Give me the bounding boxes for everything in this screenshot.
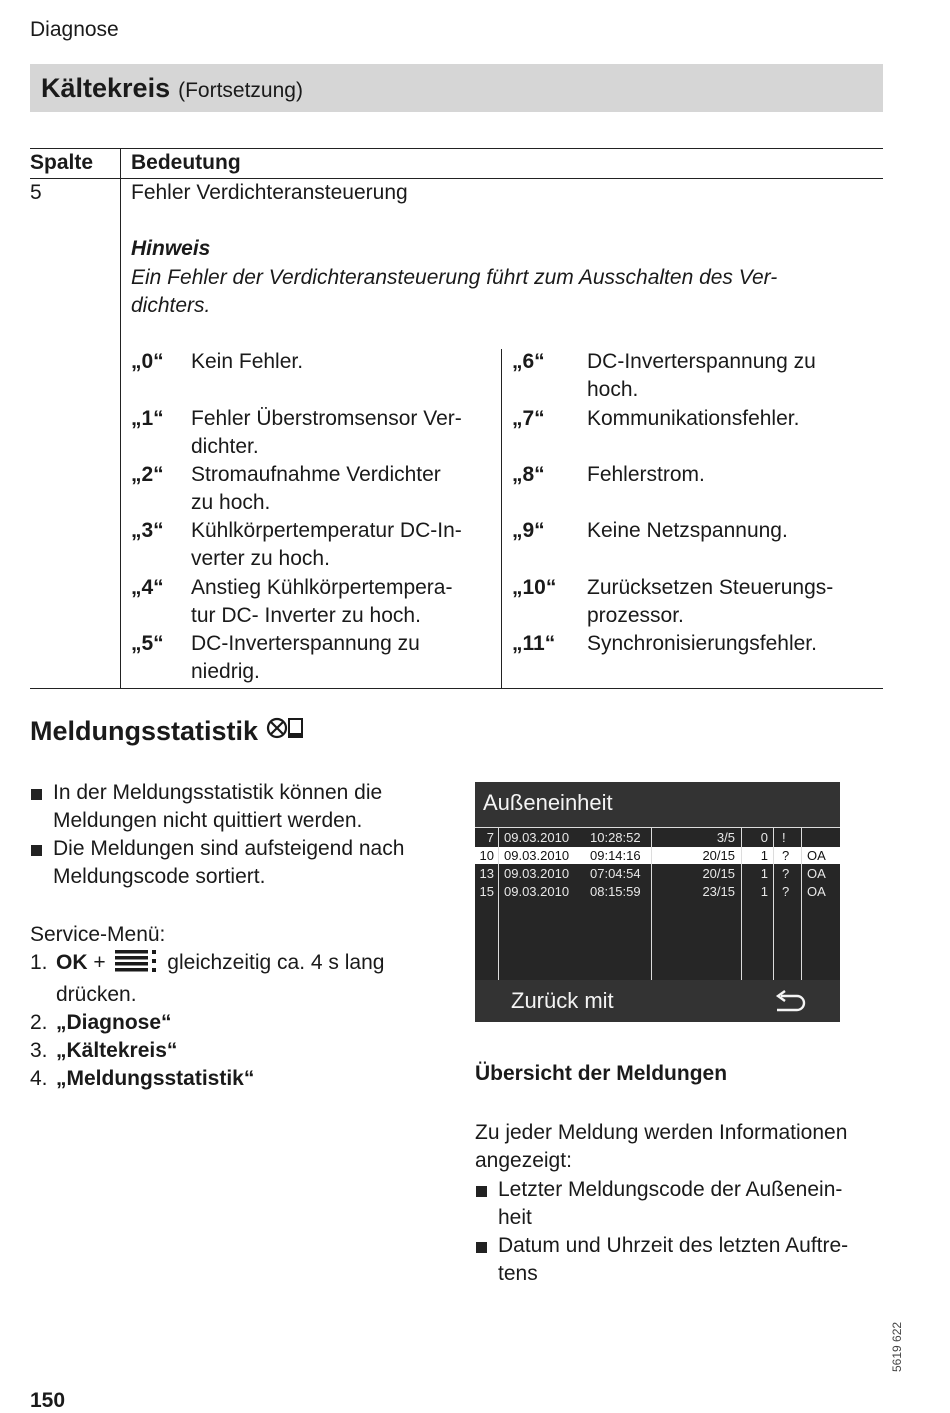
step-item — [30, 1037, 460, 1065]
code-label: „1“ — [131, 407, 164, 430]
step-number: 3. — [30, 1039, 48, 1062]
row-n: 1 — [760, 884, 768, 899]
codes-divider — [501, 349, 502, 689]
code-label: „6“ — [512, 350, 545, 373]
row-count: 20/15 — [702, 848, 735, 863]
section-label: Diagnose — [30, 18, 119, 41]
code-item — [512, 348, 882, 405]
row-flag: ! — [782, 830, 786, 845]
code-label: „7“ — [512, 407, 545, 430]
code-description-cont: zu hoch. — [191, 491, 271, 514]
row-time: 10:28:52 — [590, 830, 641, 845]
note-line-2: dichters. — [131, 294, 211, 317]
code-item — [512, 517, 882, 574]
page-title: Kältekreis — [41, 72, 171, 103]
back-arrow-icon[interactable] — [773, 990, 807, 1019]
bullet-line: Meldungen nicht quittiert werden. — [53, 809, 363, 832]
row-index: 15 — [479, 884, 494, 899]
row-flag: ? — [782, 884, 790, 899]
table-header-bedeutung: Bedeutung — [131, 151, 241, 174]
row-count: 3/5 — [716, 830, 735, 845]
device-screen — [475, 782, 840, 1022]
code-description-cont: niedrig. — [191, 660, 260, 683]
note-title: Hinweis — [131, 237, 211, 260]
code-item — [131, 517, 496, 574]
step-text: „Diagnose“ — [56, 1011, 172, 1034]
step-text: „Kältekreis“ — [56, 1039, 178, 1062]
codes-right-list — [512, 348, 882, 686]
code-item — [512, 461, 882, 517]
row-date: 09.03.2010 — [504, 848, 570, 863]
row-index: 7 — [486, 830, 494, 845]
code-item — [131, 574, 496, 630]
code-description: Anstieg Kühlkörpertempera- — [191, 576, 453, 599]
step-number: 2. — [30, 1011, 48, 1034]
code-description: Synchronisierungsfehler. — [587, 632, 817, 655]
meldungsstatistik-title: Meldungsstatistik — [30, 716, 259, 746]
code-label: „4“ — [131, 576, 164, 599]
overview-intro-line-1: Zu jeder Meldung werden Informationen — [475, 1121, 848, 1144]
bullet-line: Letzter Meldungscode der Außenein- — [498, 1178, 843, 1201]
list-item — [475, 1232, 885, 1288]
code-description: DC-Inverterspannung zu — [587, 350, 816, 373]
service-menu-label: Service-Menü: — [30, 923, 166, 946]
row-source: OA — [807, 848, 826, 863]
fault-display-icon — [266, 714, 310, 749]
row-n: 1 — [760, 866, 768, 881]
code-description: Stromaufnahme Verdichter — [191, 463, 441, 486]
step-number: 1. — [30, 951, 48, 974]
grid-column-line — [741, 827, 742, 980]
message-row-selected[interactable] — [475, 847, 840, 864]
overview-intro-line-2: angezeigt: — [475, 1149, 572, 1172]
row-source: OA — [807, 866, 826, 881]
code-description-cont: tur DC- Inverter zu hoch. — [191, 604, 421, 627]
overview-heading: Übersicht der Meldungen — [475, 1062, 728, 1085]
row-count: 20/15 — [702, 866, 735, 881]
message-grid — [475, 827, 840, 980]
code-item — [131, 630, 496, 686]
code-description-cont: prozessor. — [587, 604, 684, 627]
table-column-divider — [120, 148, 121, 689]
message-row[interactable] — [475, 829, 840, 846]
table-cell-meaning: Fehler Verdichteransteuerung — [131, 181, 408, 204]
bullet-line: Die Meldungen sind aufsteigend nach — [53, 837, 405, 860]
bullet-line: Meldungscode sortiert. — [53, 865, 266, 888]
code-label: „2“ — [131, 463, 164, 486]
row-count: 23/15 — [702, 884, 735, 899]
code-item — [512, 405, 882, 461]
code-label: „11“ — [512, 632, 556, 655]
step-number: 4. — [30, 1067, 48, 1090]
row-index: 13 — [479, 866, 494, 881]
back-hint-text: Zurück mit — [511, 988, 614, 1013]
code-item — [131, 461, 496, 517]
note-line-1: Ein Fehler der Verdichteransteuerung führt zum Ausschalten des Ver- — [131, 266, 778, 289]
code-label: „9“ — [512, 519, 545, 542]
grid-column-line — [651, 827, 652, 980]
bullet-line: tens — [498, 1262, 538, 1285]
row-n: 0 — [760, 830, 768, 845]
step-text: „Meldungsstatistik“ — [56, 1067, 255, 1090]
grid-column-line — [801, 827, 802, 980]
step-item — [30, 1065, 460, 1093]
row-n: 1 — [760, 848, 768, 863]
code-description: DC-Inverterspannung zu — [191, 632, 420, 655]
ok-key-label: OK — [56, 951, 88, 974]
screen-footer — [475, 982, 840, 1022]
step-text: gleichzeitig ca. 4 s lang — [167, 951, 385, 974]
bullet-line: heit — [498, 1206, 532, 1229]
code-label: „3“ — [131, 519, 164, 542]
overview-bullets — [475, 1176, 885, 1288]
code-item — [512, 574, 882, 630]
row-index: 10 — [479, 848, 494, 863]
step-item — [30, 949, 460, 1009]
table-bottom-rule — [30, 688, 883, 689]
message-row[interactable] — [475, 865, 840, 882]
page-subtitle: (Fortsetzung) — [178, 78, 303, 102]
code-description-cont: hoch. — [587, 378, 639, 401]
screen-title: Außeneinheit — [483, 790, 613, 815]
row-source: OA — [807, 884, 826, 899]
row-date: 09.03.2010 — [504, 830, 570, 845]
list-item — [30, 835, 460, 891]
document-number: 5619 622 — [890, 1321, 904, 1372]
table-top-rule — [30, 148, 883, 149]
code-item — [131, 405, 496, 461]
code-description: Fehlerstrom. — [587, 463, 705, 486]
table-cell-spalte: 5 — [30, 181, 42, 204]
menu-icon — [114, 949, 158, 981]
meldung-bullets — [30, 779, 460, 891]
bullet-line: Datum und Uhrzeit des letzten Auftre- — [498, 1234, 849, 1257]
list-item — [30, 779, 460, 835]
codes-left-list — [131, 348, 496, 686]
meldungsstatistik-heading — [30, 714, 310, 749]
row-date: 09.03.2010 — [504, 866, 570, 881]
code-label: „5“ — [131, 632, 164, 655]
code-item — [512, 630, 882, 686]
grid-top-line — [475, 827, 840, 828]
code-label: „0“ — [131, 350, 164, 373]
code-description: Kommunikationsfehler. — [587, 407, 800, 430]
code-description: Kein Fehler. — [191, 350, 304, 373]
row-time: 09:14:16 — [590, 848, 641, 863]
code-description-cont: verter zu hoch. — [191, 547, 330, 570]
title-bar — [30, 64, 883, 112]
code-label: „8“ — [512, 463, 545, 486]
row-time: 08:15:59 — [590, 884, 641, 899]
grid-column-line — [498, 827, 499, 980]
table-header-spalte: Spalte — [30, 151, 94, 174]
code-description: Kühlkörpertemperatur DC-In- — [191, 519, 462, 542]
code-description: Zurücksetzen Steuerungs- — [587, 576, 834, 599]
code-item — [131, 348, 496, 405]
row-flag: ? — [782, 866, 790, 881]
service-steps — [30, 949, 460, 1093]
code-description: Keine Netzspannung. — [587, 519, 788, 542]
step-text-cont: drücken. — [56, 983, 137, 1006]
page-number: 150 — [30, 1389, 66, 1412]
grid-column-line — [773, 827, 774, 980]
message-row[interactable] — [475, 883, 840, 900]
list-item — [475, 1176, 885, 1232]
code-label: „10“ — [512, 576, 557, 599]
row-date: 09.03.2010 — [504, 884, 570, 899]
row-flag: ? — [782, 848, 790, 863]
plus-sign: + — [93, 951, 106, 974]
bullet-line: In der Meldungsstatistik können die — [53, 781, 383, 804]
row-time: 07:04:54 — [590, 866, 641, 881]
code-description-cont: dichter. — [191, 435, 259, 458]
code-description: Fehler Überstromsensor Ver- — [191, 407, 462, 430]
step-item — [30, 1009, 460, 1037]
